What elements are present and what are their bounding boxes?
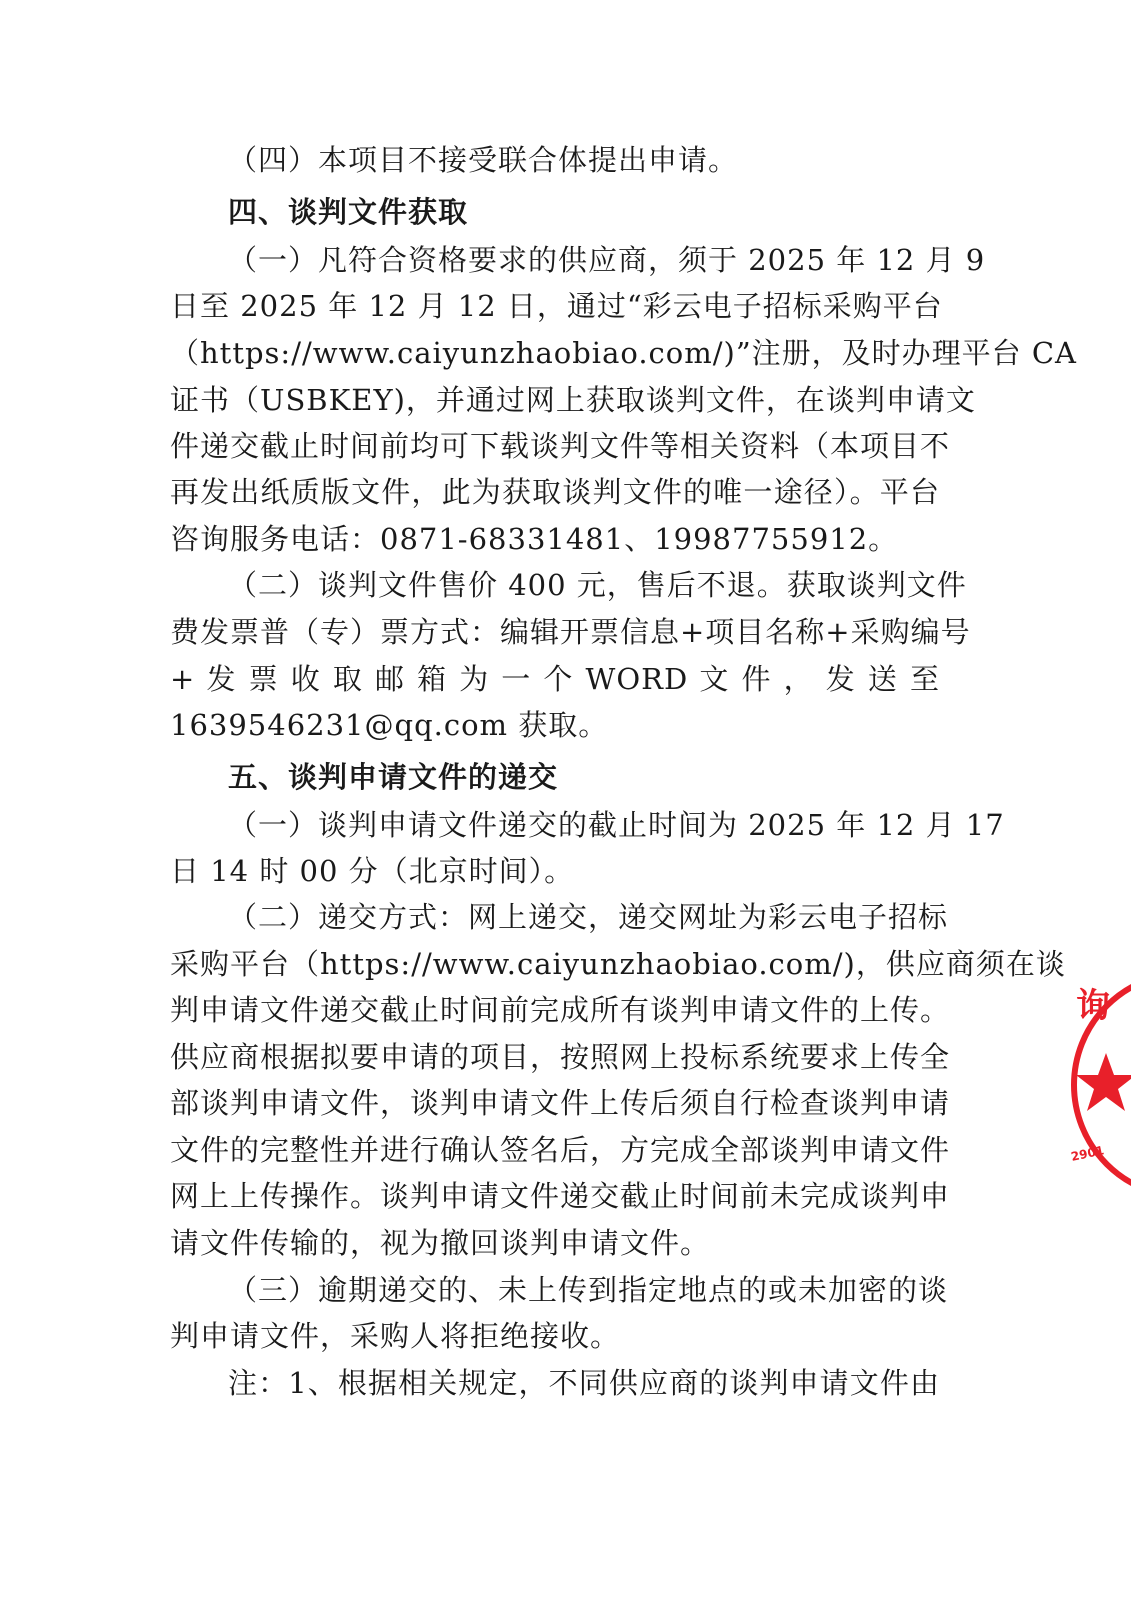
s4-p2-line: （二）谈判文件售价 400 元，售后不退。获取谈判文件: [228, 568, 967, 602]
s4-p1-line: 咨询服务电话：0871-68331481、19987755912。: [170, 522, 899, 556]
seal-text-bottom: 2901: [1069, 1143, 1106, 1164]
seal-text-top: 询: [1076, 986, 1110, 1026]
s4-p1-line: 件递交截止时间前均可下载谈判文件等相关资料（本项目不: [170, 429, 951, 463]
s5-p2-line: 网上上传操作。谈判申请文件递交截止时间前未完成谈判申: [170, 1179, 951, 1213]
seal-star-icon: [1076, 1053, 1131, 1111]
s4-p1-line: 再发出纸质版文件，此为获取谈判文件的唯一途径）。平台: [170, 475, 940, 509]
s4-p2-line: 1639546231@qq.com 获取。: [170, 708, 609, 742]
seal-graphic: [1066, 965, 1131, 1205]
s4-p1-line: （https://www.caiyunzhaobiao.com/)”注册，及时办理平台 CA: [170, 336, 1077, 370]
s4-p1-line: 日至 2025 年 12 月 12 日，通过“彩云电子招标采购平台: [170, 289, 943, 323]
s4-p2-line: 费发票普（专）票方式：编辑开票信息+项目名称+采购编号: [170, 615, 971, 649]
s5-p2-line: （二）递交方式：网上递交，递交网址为彩云电子招标: [228, 900, 949, 934]
s4-p1-line: （一）凡符合资格要求的供应商，须于 2025 年 12 月 9: [228, 243, 986, 277]
section-4-title: 四、谈判文件获取: [228, 195, 469, 229]
s5-p1-line: 日 14 时 00 分（北京时间）。: [170, 854, 575, 888]
note-text: 注：1、根据相关规定，不同供应商的谈判申请文件由: [228, 1366, 940, 1400]
s5-p2-line: 请文件传输的，视为撤回谈判申请文件。: [170, 1226, 711, 1260]
s5-p2-line: 文件的完整性并进行确认签名后，方完成全部谈判申请文件: [170, 1133, 951, 1167]
section-5-title: 五、谈判申请文件的递交: [228, 760, 559, 794]
s5-p2-line: 判申请文件递交截止时间前完成所有谈判申请文件的上传。: [170, 993, 951, 1027]
s5-p3-line: （三）逾期递交的、未上传到指定地点的或未加密的谈: [228, 1273, 949, 1307]
s4-p1-line: 证书（USBKEY)，并通过网上获取谈判文件，在谈判申请文: [170, 383, 976, 417]
item-4-text: （四）本项目不接受联合体提出申请。: [228, 143, 739, 177]
s5-p1-line: （一）谈判申请文件递交的截止时间为 2025 年 12 月 17: [228, 808, 1005, 842]
s5-p2-line: 采购平台（https://www.caiyunzhaobiao.com/)，供应商须在谈: [170, 947, 1066, 981]
s5-p2-line: 部谈判申请文件，谈判申请文件上传后须自行检查谈判申请: [170, 1086, 951, 1120]
s4-p2-line: + 发 票 收 取 邮 箱 为 一 个 WORD 文 件 ， 发 送 至: [170, 662, 940, 696]
s5-p2-line: 供应商根据拟要申请的项目，按照网上投标系统要求上传全: [170, 1040, 951, 1074]
s5-p3-line: 判申请文件，采购人将拒绝接收。: [170, 1319, 621, 1353]
official-seal: [1066, 965, 1131, 1205]
